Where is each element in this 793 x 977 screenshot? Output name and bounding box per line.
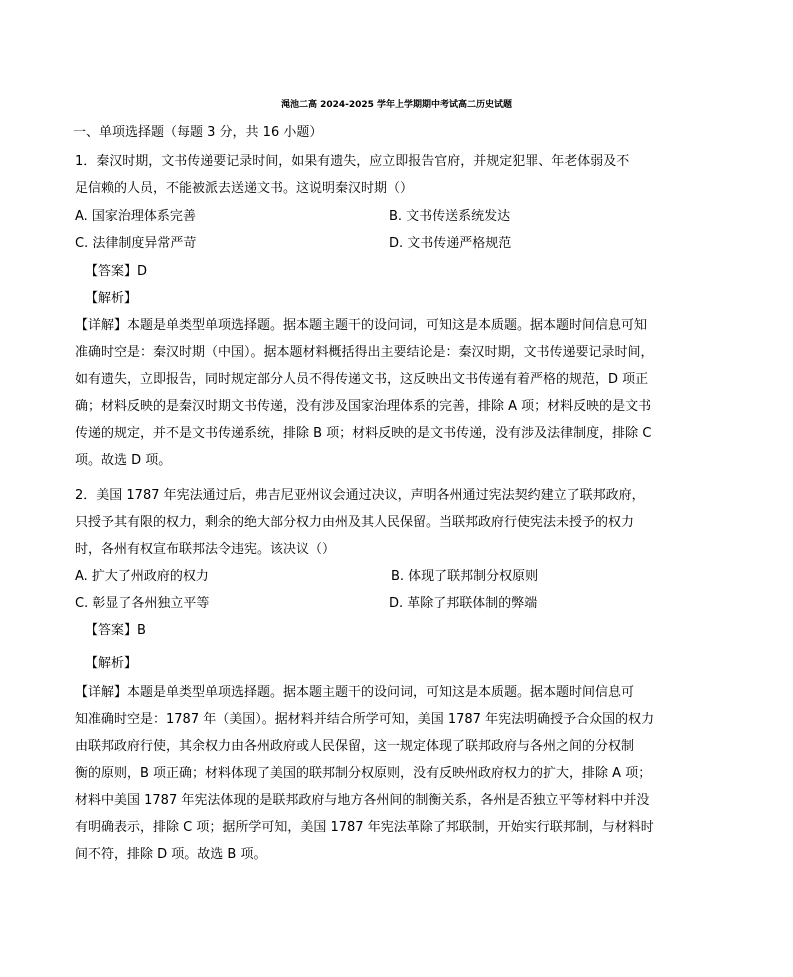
q1-detail-line-6: 项。故选 D 项。	[75, 453, 172, 468]
q2-detail-line-2: 知准确时空是：1787 年（美国）。据材料并结合所学可知，美国 1787 年宪法明确授予合众国的权力	[75, 712, 655, 727]
q2-option-b: B. 体现了联邦制分权原则	[391, 569, 539, 584]
q2-detail-line-6: 有明确表示，排除 C 项；据所学可知，美国 1787 年宪法革除了邦联制，开始实行联邦制，与材料时	[75, 820, 654, 835]
q1-analysis-label: 【解析】	[85, 291, 138, 306]
q1-answer: 【答案】D	[85, 264, 148, 279]
q1-detail-line-4: 确；材料反映的是秦汉时期文书传递，没有涉及国家治理体系的完善，排除 A 项；材料反映的是文书	[75, 399, 652, 414]
q1-detail-line-3: 如有遗失，立即报告，同时规定部分人员不得传递文书，这反映出文书传递有着严格的规范，D 项正	[75, 372, 649, 387]
q2-stem-line-3: 时，各州有权宣布联邦法令违宪。该决议（）	[75, 542, 336, 557]
q2-detail-line-5: 材料中美国 1787 年宪法体现的是联邦政府与地方各州间的制衡关系，各州是否独立平等材料中并没	[75, 793, 650, 808]
q2-detail-line-1: 【详解】本题是单类型单项选择题。据本题主题干的设问词，可知这是本质题。据本题时间信息可	[75, 685, 635, 700]
q2-detail-line-4: 衡的原则，B 项正确；材料体现了美国的联邦制分权原则，没有反映州政府权力的扩大，排除 A 项；	[75, 766, 652, 781]
q1-option-a: A. 国家治理体系完善	[75, 209, 196, 224]
q2-stem-line-1: 2．美国 1787 年宪法通过后，弗吉尼亚州议会通过决议，声明各州通过宪法契约建立了联邦政府，	[75, 488, 645, 503]
q1-detail-line-1: 【详解】本题是单类型单项选择题。据本题主题干的设问词，可知这是本质题。据本题时间信息可知	[75, 318, 648, 333]
q1-option-b: B. 文书传送系统发达	[389, 209, 511, 224]
q2-analysis-label: 【解析】	[85, 656, 138, 671]
q2-answer: 【答案】B	[85, 623, 146, 638]
q2-detail-line-7: 间不符，排除 D 项。故选 B 项。	[75, 847, 267, 862]
q1-option-c: C. 法律制度异常严苛	[75, 236, 197, 251]
q2-option-d: D. 革除了邦联体制的弊端	[389, 596, 538, 611]
q2-option-a: A. 扩大了州政府的权力	[75, 569, 209, 584]
exam-title: 渑池二高 2024-2025 学年上学期期中考试高二历史试题	[280, 100, 513, 110]
q2-detail-line-3: 由联邦政府行使，其余权力由各州政府或人民保留，这一规定体现了联邦政府与各州之间的分权制	[75, 739, 635, 754]
q2-option-c: C. 彰显了各州独立平等	[75, 596, 210, 611]
q1-option-d: D. 文书传递严格规范	[389, 236, 512, 251]
section-heading: 一、单项选择题（每题 3 分，共 16 小题）	[73, 125, 323, 140]
q1-detail-line-5: 传递的规定，并不是文书传递系统，排除 B 项；材料反映的是文书传递，没有涉及法律制度，排除 C	[75, 426, 652, 441]
q2-stem-line-2: 只授予其有限的权力，剩余的绝大部分权力由州及其人民保留。当联邦政府行使宪法未授予的权力	[75, 515, 635, 530]
q1-stem-line-1: 1．秦汉时期，文书传递要记录时间，如果有遗失，应立即报告官府，并规定犯罪、年老体弱及不	[75, 154, 630, 169]
q1-detail-line-2: 准确时空是：秦汉时期（中国）。据本题材料概括得出主要结论是：秦汉时期，文书传递要记录时间，	[75, 345, 654, 360]
q1-stem-line-2: 足信赖的人员，不能被派去送递文书。这说明秦汉时期（）	[75, 181, 414, 196]
